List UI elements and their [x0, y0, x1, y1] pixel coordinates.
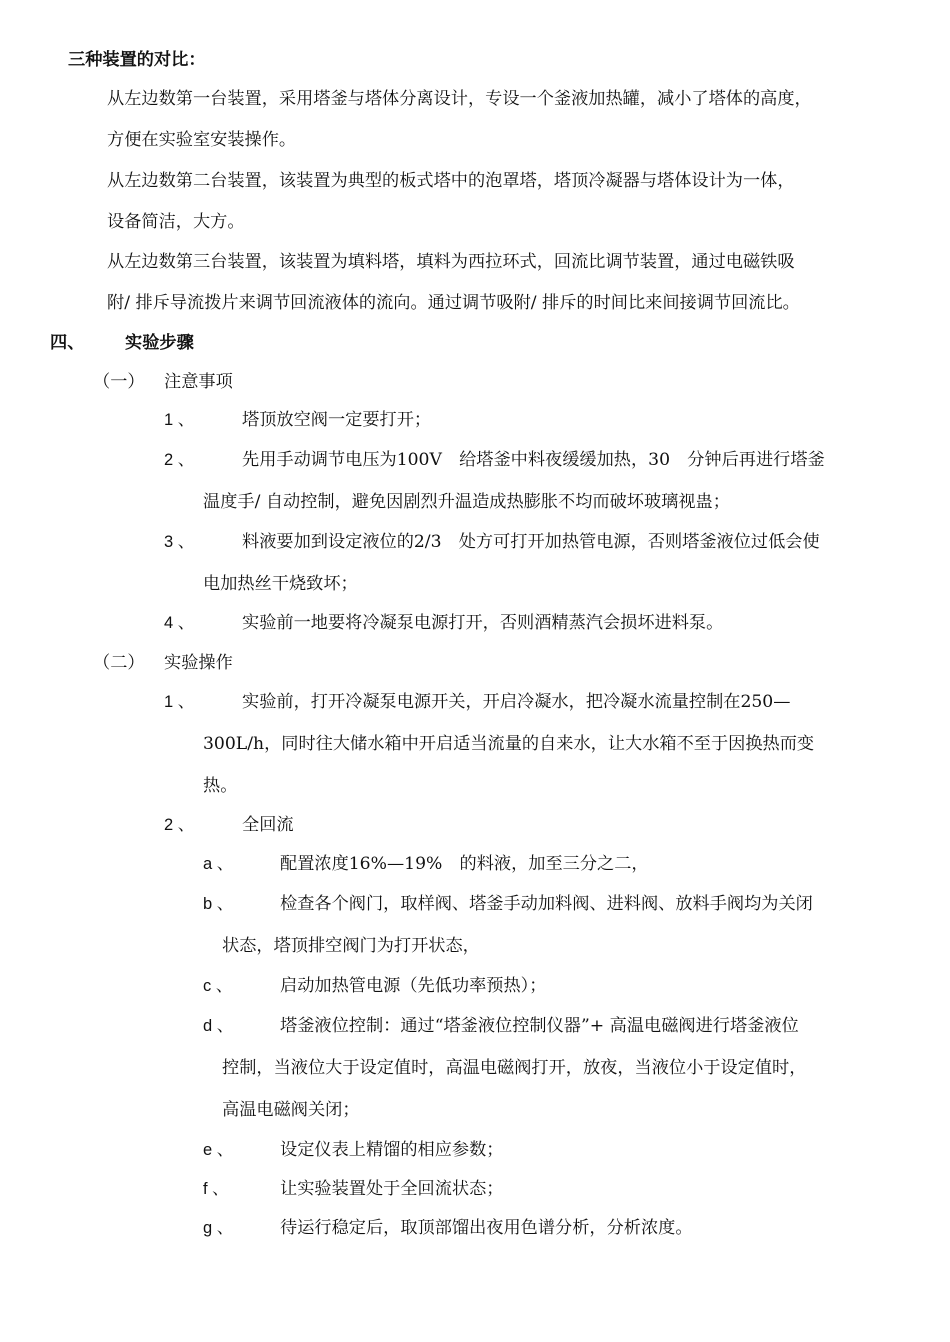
sub-step-f-number: f 、	[203, 1180, 229, 1198]
sub-step-b-number: b 、	[203, 895, 234, 913]
comparison-para-2-line-1: 从左边数第二台装置，该装置为典型的板式塔中的泡罩塔，塔顶冷凝器与塔体设计为一体，	[107, 171, 795, 191]
sub-step-c-line-1: 启动加热管电源（先低功率预热）；	[280, 976, 547, 996]
sub-step-d-line-1: 塔釜液位控制：通过“塔釜液位控制仪器”+ 高温电磁阀进行塔釜液位	[280, 1016, 799, 1036]
comparison-para-3-line-1: 从左边数第三台装置，该装置为填料塔，填料为西拉环式，回流比调节装置，通过电磁铁吸	[107, 252, 795, 272]
notes-item-4-number: 4 、	[164, 614, 195, 632]
notes-item-3-number: 3 、	[164, 533, 195, 551]
notes-item-2-line-2: 温度手/ 自动控制，避免因剧烈升温造成热膨胀不均而破坏玻璃视蛊；	[203, 492, 730, 512]
ops-item-1-line-3: 热。	[203, 776, 238, 796]
notes-item-1-line-1: 塔顶放空阀一定要打开；	[242, 410, 432, 430]
subsection-marker-ops: （二）	[93, 653, 145, 673]
comparison-para-1-line-2: 方便在实验室安装操作。	[107, 130, 297, 150]
notes-item-3-line-2: 电加热丝干烧致坏；	[203, 574, 358, 594]
notes-item-1-number: 1 、	[164, 411, 195, 429]
sub-step-f-line-1: 让实验装置处于全回流状态；	[280, 1179, 504, 1199]
notes-item-3-line-1: 料液要加到设定液位的2/3 处方可打开加热管电源，否则塔釜液位过低会使	[242, 532, 820, 552]
sub-step-e-line-1: 设定仪表上精馏的相应参数；	[280, 1140, 504, 1160]
sub-step-d-line-2: 控制，当液位大于设定值时，高温电磁阀打开，放夜，当液位小于设定值时，	[222, 1058, 807, 1078]
comparison-para-2-line-2: 设备简洁，大方。	[107, 212, 245, 232]
sub-step-e-number: e 、	[203, 1141, 234, 1159]
comparison-para-3-line-2: 附/ 排斥导流拨片来调节回流液体的流向。通过调节吸附/ 排斥的时间比来间接调节回流比。	[107, 293, 800, 313]
subsection-marker-notes: （一）	[93, 372, 145, 392]
ops-item-1-line-2: 300L/h，同时往大储水箱中开启适当流量的自来水，让大水箱不至于因换热而变	[203, 734, 815, 754]
sub-step-a-number: a 、	[203, 855, 234, 873]
section-number: 四、	[50, 333, 85, 353]
sub-step-b-line-1: 检查各个阀门，取样阀、塔釜手动加料阀、进料阀、放料手阀均为关闭	[280, 894, 813, 914]
ops-item-2-number: 2 、	[164, 816, 195, 834]
comparison-para-1-line-1: 从左边数第一台装置，采用塔釜与塔体分离设计，专设一个釜液加热罐，减小了塔体的高度，	[107, 89, 812, 109]
sub-step-c-number: c 、	[203, 977, 233, 995]
ops-item-1-number: 1 、	[164, 693, 195, 711]
sub-step-b-line-2: 状态，塔顶排空阀门为打开状态，	[222, 936, 480, 956]
sub-step-d-number: d 、	[203, 1017, 234, 1035]
section-title: 实验步骤	[125, 333, 194, 353]
notes-item-2-number: 2 、	[164, 451, 195, 469]
sub-step-g-line-1: 待运行稳定后，取顶部馏出夜用色谱分析，分析浓度。	[280, 1218, 693, 1238]
ops-item-1-line-1: 实验前，打开冷凝泵电源开关，开启冷凝水，把冷凝水流量控制在250—	[242, 692, 791, 712]
subsection-title-ops: 实验操作	[164, 653, 233, 673]
notes-item-2-line-1: 先用手动调节电压为100V 给塔釜中料夜缓缓加热，30 分钟后再进行塔釜	[242, 450, 825, 470]
comparison-heading: 三种装置的对比：	[68, 50, 206, 70]
sub-step-d-line-3: 高温电磁阀关闭；	[222, 1100, 360, 1120]
sub-step-g-number: g 、	[203, 1219, 234, 1237]
subsection-title-notes: 注意事项	[164, 372, 233, 392]
ops-item-2-line-1: 全回流	[242, 815, 294, 835]
sub-step-a-line-1: 配置浓度16%—19% 的料液，加至三分之二，	[280, 854, 649, 874]
notes-item-4-line-1: 实验前一地要将冷凝泵电源打开，否则酒精蒸汽会损坏进料泵。	[242, 613, 724, 633]
